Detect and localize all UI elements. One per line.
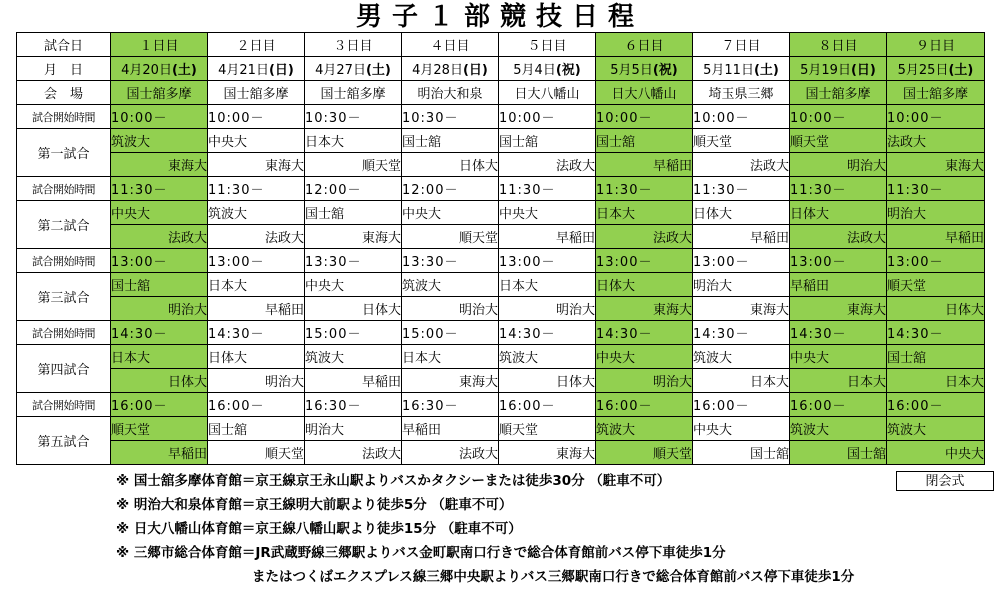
match-label: 第一試合 [17, 129, 111, 177]
team-b-cell: 早稲田 [499, 225, 596, 249]
team-a-cell: 明治大 [887, 201, 985, 225]
team-b-cell: 日本大 [693, 369, 790, 393]
start-time-cell: 12:00－ [305, 177, 402, 201]
team-a-cell: 早稲田 [402, 417, 499, 441]
start-time-cell: 14:30－ [499, 321, 596, 345]
match-label: 第五試合 [17, 417, 111, 465]
team-a-cell: 日本大 [305, 129, 402, 153]
date-text: 5月5日 [610, 63, 653, 78]
weekday-text: (日) [268, 63, 294, 78]
row-team-a [17, 201, 985, 225]
team-a-cell: 順天堂 [790, 129, 887, 153]
venue-cell: 日大八幡山 [499, 81, 596, 105]
start-time-cell: 11:30－ [499, 177, 596, 201]
team-b-cell: 早稲田 [596, 153, 693, 177]
team-a-cell: 筑波大 [887, 417, 985, 441]
team-b-cell: 日体大 [887, 297, 985, 321]
team-b-cell: 明治大 [208, 369, 305, 393]
weekday-text: (日) [850, 63, 876, 78]
team-a-cell: 筑波大 [693, 345, 790, 369]
start-time-cell: 14:30－ [596, 321, 693, 345]
date-cell [693, 57, 790, 81]
team-b-cell: 東海大 [499, 441, 596, 465]
team-a-cell: 日本大 [111, 345, 208, 369]
team-b-cell: 法政大 [111, 225, 208, 249]
start-time-cell: 16:00－ [111, 393, 208, 417]
team-b-cell: 明治大 [790, 153, 887, 177]
team-b-cell: 順天堂 [208, 441, 305, 465]
team-a-cell: 国士舘 [887, 345, 985, 369]
team-a-cell: 筑波大 [208, 201, 305, 225]
date-cell [790, 57, 887, 81]
date-cell [111, 57, 208, 81]
date-cell [887, 57, 985, 81]
team-b-cell: 明治大 [111, 297, 208, 321]
team-a-cell: 順天堂 [693, 129, 790, 153]
start-time-cell: 12:00－ [402, 177, 499, 201]
start-time-cell: 11:30－ [887, 177, 985, 201]
start-time-cell: 16:30－ [305, 393, 402, 417]
date-cell [499, 57, 596, 81]
team-b-cell: 東海大 [402, 369, 499, 393]
team-a-cell: 順天堂 [887, 273, 985, 297]
row-start-time [17, 393, 985, 417]
row-team-b [17, 441, 985, 465]
start-time-cell: 13:00－ [499, 249, 596, 273]
date-cell [596, 57, 693, 81]
start-time-cell: 16:00－ [790, 393, 887, 417]
start-time-cell: 10:00－ [693, 105, 790, 129]
team-b-cell: 法政大 [596, 225, 693, 249]
team-a-cell: 日本大 [596, 201, 693, 225]
team-a-cell: 日体大 [693, 201, 790, 225]
row-team-b [17, 225, 985, 249]
start-time-cell: 11:30－ [693, 177, 790, 201]
team-a-cell: 国士舘 [208, 417, 305, 441]
team-b-cell: 東海大 [596, 297, 693, 321]
start-time-cell: 10:30－ [305, 105, 402, 129]
start-time-cell: 10:00－ [208, 105, 305, 129]
venue-cell: 日大八幡山 [596, 81, 693, 105]
team-b-cell: 早稲田 [111, 441, 208, 465]
team-b-cell: 法政大 [693, 153, 790, 177]
row-team-a [17, 345, 985, 369]
match-label: 第二試合 [17, 201, 111, 249]
date-text: 5月25日 [897, 63, 949, 78]
team-a-cell: 中央大 [596, 345, 693, 369]
date-text: 4月28日 [412, 63, 463, 78]
team-a-cell: 筑波大 [402, 273, 499, 297]
page-title: 男子１部競技日程 [355, 2, 644, 32]
row-label: 試合開始時間 [17, 177, 111, 201]
weekday-text: (土) [365, 63, 391, 78]
date-cell [208, 57, 305, 81]
team-a-cell: 国士舘 [402, 129, 499, 153]
row-team-b [17, 153, 985, 177]
start-time-cell: 16:00－ [693, 393, 790, 417]
team-a-cell: 国士舘 [499, 129, 596, 153]
day-header: ４日目 [402, 33, 499, 57]
team-a-cell: 順天堂 [111, 417, 208, 441]
team-b-cell: 日本大 [790, 369, 887, 393]
team-a-cell: 筑波大 [596, 417, 693, 441]
date-text: 5月19日 [800, 63, 851, 78]
team-b-cell: 順天堂 [596, 441, 693, 465]
start-time-cell: 10:00－ [499, 105, 596, 129]
note-line: ※ 国士舘多摩体育館＝京王線京王永山駅よりバスかタクシーまたは徒歩30分 （駐車不可） [116, 473, 671, 489]
row-match-day [17, 33, 985, 57]
match-label: 第四試合 [17, 345, 111, 393]
start-time-cell: 10:30－ [402, 105, 499, 129]
start-time-cell: 13:00－ [887, 249, 985, 273]
team-a-cell: 日本大 [402, 345, 499, 369]
start-time-cell: 14:30－ [208, 321, 305, 345]
team-a-cell: 中央大 [208, 129, 305, 153]
team-b-cell: 東海大 [887, 153, 985, 177]
start-time-cell: 13:00－ [208, 249, 305, 273]
day-header: ５日目 [499, 33, 596, 57]
day-header: ９日目 [887, 33, 985, 57]
team-b-cell: 明治大 [499, 297, 596, 321]
row-label: 試合開始時間 [17, 393, 111, 417]
team-b-cell: 国士舘 [693, 441, 790, 465]
date-text: 5月11日 [703, 63, 754, 78]
start-time-cell: 13:00－ [111, 249, 208, 273]
start-time-cell: 10:00－ [887, 105, 985, 129]
team-a-cell: 筑波大 [499, 345, 596, 369]
team-a-cell: 日体大 [790, 201, 887, 225]
start-time-cell: 13:30－ [305, 249, 402, 273]
date-text: 4月27日 [315, 63, 366, 78]
team-a-cell: 筑波大 [111, 129, 208, 153]
start-time-cell: 11:30－ [208, 177, 305, 201]
team-b-cell: 法政大 [305, 441, 402, 465]
start-time-cell: 14:30－ [790, 321, 887, 345]
team-a-cell: 国士舘 [111, 273, 208, 297]
start-time-cell: 13:30－ [402, 249, 499, 273]
match-label: 第三試合 [17, 273, 111, 321]
team-b-cell: 明治大 [402, 297, 499, 321]
team-a-cell: 日本大 [208, 273, 305, 297]
day-header: ２日目 [208, 33, 305, 57]
start-time-cell: 14:30－ [693, 321, 790, 345]
team-a-cell: 日体大 [208, 345, 305, 369]
team-a-cell: 中央大 [305, 273, 402, 297]
schedule-table [16, 32, 985, 465]
team-a-cell: 筑波大 [790, 417, 887, 441]
row-start-time [17, 249, 985, 273]
start-time-cell: 15:00－ [305, 321, 402, 345]
start-time-cell: 10:00－ [111, 105, 208, 129]
venue-cell: 明治大和泉 [402, 81, 499, 105]
team-b-cell: 東海大 [208, 153, 305, 177]
row-start-time [17, 321, 985, 345]
row-team-a [17, 417, 985, 441]
team-a-cell: 法政大 [887, 129, 985, 153]
team-b-cell: 日本大 [887, 369, 985, 393]
team-a-cell: 中央大 [111, 201, 208, 225]
team-a-cell: 早稲田 [790, 273, 887, 297]
row-label: 試合開始時間 [17, 249, 111, 273]
team-a-cell: 中央大 [402, 201, 499, 225]
start-time-cell: 11:30－ [790, 177, 887, 201]
row-label: 会 場 [17, 81, 111, 105]
note-line: またはつくばエクスプレス線三郷中央駅よりバス三郷駅南口行きで総合体育館前バス停下車徒歩1分 [252, 569, 855, 585]
row-venue [17, 81, 985, 105]
start-time-cell: 16:00－ [208, 393, 305, 417]
row-team-b [17, 369, 985, 393]
day-header: ６日目 [596, 33, 693, 57]
team-b-cell: 日体大 [402, 153, 499, 177]
team-a-cell: 明治大 [305, 417, 402, 441]
venue-cell: 国士舘多摩 [790, 81, 887, 105]
venue-cell: 国士舘多摩 [111, 81, 208, 105]
team-b-cell: 明治大 [596, 369, 693, 393]
start-time-cell: 11:30－ [596, 177, 693, 201]
closing-ceremony-label: 閉会式 [896, 471, 994, 491]
team-a-cell: 順天堂 [499, 417, 596, 441]
start-time-cell: 16:30－ [402, 393, 499, 417]
team-a-cell: 中央大 [693, 417, 790, 441]
team-b-cell: 日体大 [499, 369, 596, 393]
date-text: 4月20日 [121, 63, 172, 78]
row-label: 試合開始時間 [17, 321, 111, 345]
venue-cell: 国士舘多摩 [887, 81, 985, 105]
day-header: ７日目 [693, 33, 790, 57]
team-b-cell: 法政大 [790, 225, 887, 249]
start-time-cell: 15:00－ [402, 321, 499, 345]
team-a-cell: 中央大 [499, 201, 596, 225]
row-team-b [17, 297, 985, 321]
weekday-text: (祝) [555, 63, 581, 78]
team-b-cell: 東海大 [305, 225, 402, 249]
team-a-cell: 日本大 [499, 273, 596, 297]
team-a-cell: 日体大 [596, 273, 693, 297]
team-b-cell: 日体大 [305, 297, 402, 321]
start-time-cell: 13:00－ [596, 249, 693, 273]
team-b-cell: 国士舘 [790, 441, 887, 465]
date-text: 5月4日 [513, 63, 556, 78]
start-time-cell: 14:30－ [887, 321, 985, 345]
start-time-cell: 13:00－ [693, 249, 790, 273]
team-b-cell: 早稲田 [693, 225, 790, 249]
venue-cell: 国士舘多摩 [208, 81, 305, 105]
team-b-cell: 中央大 [887, 441, 985, 465]
venue-notes [116, 471, 854, 591]
row-team-a [17, 273, 985, 297]
start-time-cell: 14:30－ [111, 321, 208, 345]
weekday-text: (日) [462, 63, 488, 78]
row-start-time [17, 177, 985, 201]
date-cell [402, 57, 499, 81]
team-b-cell: 東海大 [693, 297, 790, 321]
day-header: ８日目 [790, 33, 887, 57]
team-b-cell: 日体大 [111, 369, 208, 393]
note-line: ※ 日大八幡山体育館＝京王線八幡山駅より徒歩15分 （駐車不可） [116, 521, 522, 537]
row-label: 試合開始時間 [17, 105, 111, 129]
team-a-cell: 明治大 [693, 273, 790, 297]
note-line: ※ 明治大和泉体育館＝京王線明大前駅より徒歩5分 （駐車不可） [116, 497, 513, 513]
start-time-cell: 13:00－ [790, 249, 887, 273]
row-team-a [17, 129, 985, 153]
team-b-cell: 東海大 [111, 153, 208, 177]
day-header: ３日目 [305, 33, 402, 57]
weekday-text: (祝) [652, 63, 678, 78]
start-time-cell: 16:00－ [596, 393, 693, 417]
team-b-cell: 早稲田 [208, 297, 305, 321]
start-time-cell: 16:00－ [499, 393, 596, 417]
weekday-text: (土) [171, 63, 197, 78]
date-text: 4月21日 [218, 63, 269, 78]
row-start-time [17, 105, 985, 129]
team-b-cell: 東海大 [790, 297, 887, 321]
team-b-cell: 早稲田 [305, 369, 402, 393]
note-line: ※ 三郷市総合体育館＝JR武蔵野線三郷駅よりバス金町駅南口行きで総合体育館前バス停下車徒歩1分 [116, 545, 726, 561]
team-b-cell: 法政大 [499, 153, 596, 177]
row-date [17, 57, 985, 81]
start-time-cell: 16:00－ [887, 393, 985, 417]
team-b-cell: 順天堂 [402, 225, 499, 249]
weekday-text: (土) [753, 63, 779, 78]
team-b-cell: 法政大 [402, 441, 499, 465]
team-a-cell: 中央大 [790, 345, 887, 369]
team-b-cell: 法政大 [208, 225, 305, 249]
start-time-cell: 10:00－ [790, 105, 887, 129]
row-label: 月 日 [17, 57, 111, 81]
weekday-text: (土) [948, 63, 974, 78]
team-b-cell: 早稲田 [887, 225, 985, 249]
start-time-cell: 11:30－ [111, 177, 208, 201]
team-b-cell: 順天堂 [305, 153, 402, 177]
venue-cell: 埼玉県三郷 [693, 81, 790, 105]
day-header: １日目 [111, 33, 208, 57]
team-a-cell: 国士舘 [596, 129, 693, 153]
venue-cell: 国士舘多摩 [305, 81, 402, 105]
team-a-cell: 筑波大 [305, 345, 402, 369]
date-cell [305, 57, 402, 81]
row-label: 試合日 [17, 33, 111, 57]
team-a-cell: 国士舘 [305, 201, 402, 225]
start-time-cell: 10:00－ [596, 105, 693, 129]
